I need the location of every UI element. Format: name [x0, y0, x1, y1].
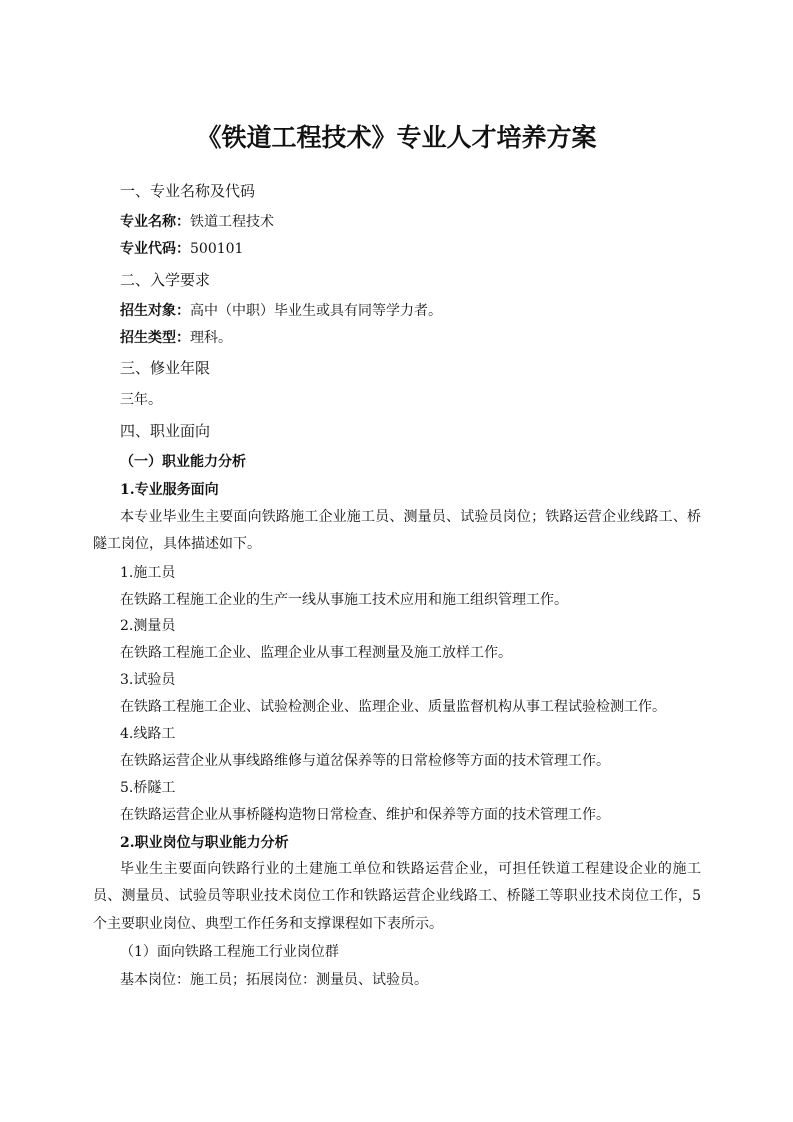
enrollment-target — [120, 301, 442, 321]
major-code-label: 专业代码： — [120, 241, 190, 257]
major-name-value: 铁道工程技术 — [190, 214, 274, 230]
major-name-label: 专业名称： — [120, 214, 190, 230]
post-group-heading: （1）面向铁路工程施工行业岗位群 — [120, 944, 339, 960]
role-name: 5.桥隧工 — [120, 780, 176, 796]
role-name: 4.线路工 — [120, 726, 176, 742]
enrollment-target-value: 高中（中职）毕业生或具有同等学力者。 — [190, 303, 442, 319]
post-group-posts: 基本岗位：施工员；拓展岗位：测量员、试验员。 — [120, 972, 428, 988]
section-heading-4: 四、职业面向 — [120, 422, 211, 440]
enrollment-type — [120, 328, 232, 348]
role-desc: 在铁路工程施工企业的生产一线从事施工技术应用和施工组织管理工作。 — [120, 592, 568, 608]
intro-paragraph: 本专业毕业生主要面向铁路施工企业施工员、测量员、试验员岗位；铁路运营企业线路工、桥隧工岗位，具体描述如下。 — [93, 509, 701, 553]
subheading-ability-analysis: （一）职业能力分析 — [120, 454, 246, 470]
major-code — [120, 239, 243, 259]
document-title: 《铁道工程技术》专业人才培养方案 — [196, 123, 597, 152]
role-desc: 在铁路运营企业从事桥隧构造物日常检查、维护和保养等方面的技术管理工作。 — [120, 807, 610, 823]
role-name: 3.试验员 — [120, 672, 176, 688]
subheading-post-analysis: 2.职业岗位与职业能力分析 — [120, 835, 289, 851]
role-desc: 在铁路工程施工企业、监理企业从事工程测量及施工放样工作。 — [120, 645, 512, 661]
section-heading-3: 三、修业年限 — [120, 359, 211, 377]
role-name: 1.施工员 — [120, 565, 176, 581]
enrollment-type-value: 理科。 — [190, 330, 232, 346]
enrollment-target-label: 招生对象： — [120, 303, 190, 319]
subheading-service-orientation: 1.专业服务面向 — [120, 482, 219, 498]
major-name — [120, 212, 274, 232]
section-heading-2: 二、入学要求 — [120, 271, 211, 289]
role-name: 2.测量员 — [120, 618, 176, 634]
section-heading-1: 一、专业名称及代码 — [120, 182, 256, 200]
role-desc: 在铁路运营企业从事线路维修与道岔保养等的日常检修等方面的技术管理工作。 — [120, 753, 610, 769]
study-duration: 三年。 — [120, 392, 162, 408]
role-desc: 在铁路工程施工企业、试验检测企业、监理企业、质量监督机构从事工程试验检测工作。 — [120, 699, 666, 715]
enrollment-type-label: 招生类型： — [120, 330, 190, 346]
major-code-value: 500101 — [190, 241, 244, 257]
post-analysis-paragraph: 毕业生主要面向铁路行业的土建施工单位和铁路运营企业，可担任铁道工程建设企业的施工员、测量员、试验员等职业技术岗位工作和铁路运营企业线路工、桥隧工等职业技术岗位工作，5 个主要职业岗位、典型工作任务和支撑课程如下表所示。 — [93, 861, 701, 932]
